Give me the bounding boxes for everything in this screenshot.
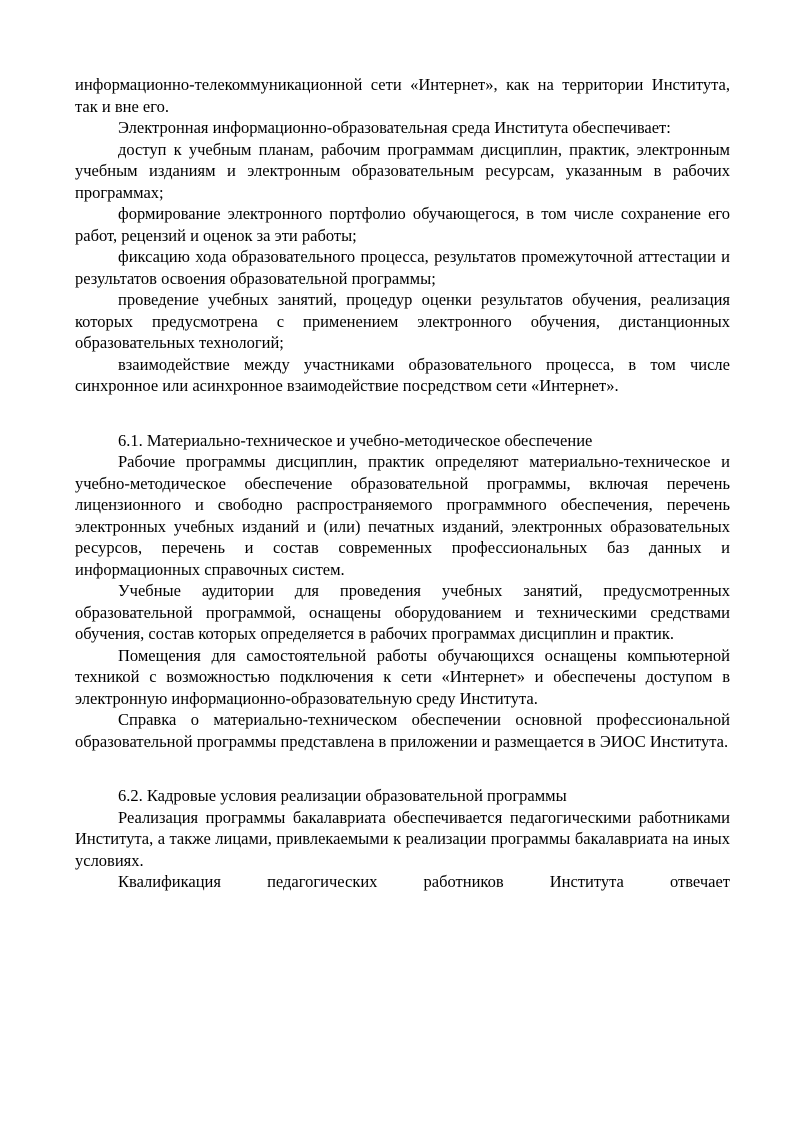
document-body <box>75 74 730 893</box>
section-heading: 6.1. Материально-техническое и учебно-методическое обеспечение <box>118 430 593 450</box>
paragraph: Учебные аудитории для проведения учебных занятий, предусмотренных образовательной программой, оснащены оборудованием и техническими средствами обучения, состав которых определяется в рабочих программах дисциплин и практик. <box>75 581 730 643</box>
paragraph: доступ к учебным планам, рабочим программам дисциплин, практик, электронным учебным изданиям и электронным образовательным ресурсам, указанным в рабочих программах; <box>75 139 730 202</box>
paragraph: Реализация программы бакалавриата обеспечивается педагогическими работниками Института, а также лицами, привлекаемыми к реализации программы бакалавриата на иных условиях. <box>75 807 730 870</box>
paragraph: Квалификация педагогических работников Института отвечает <box>118 872 730 891</box>
paragraph: информационно-телекоммуникационной сети «Интернет», как на территории Института, так и вне его. <box>75 75 730 116</box>
paragraph: Помещения для самостоятельной работы обучающихся оснащены компьютерной техникой с возможностью подключения к сети «Интернет» и обеспечены доступом в электронную информационно-образовательную среду Института. <box>75 645 730 708</box>
section-heading: 6.2. Кадровые условия реализации образовательной программы <box>118 786 567 805</box>
paragraph: фиксацию хода образовательного процесса, результатов промежуточной аттестации и результатов освоения образовательной программы; <box>75 247 730 288</box>
paragraph: Справка о материально-техническом обеспечении основной профессиональной образовательной программы представлена в приложении и размещается в ЭИОС Института. <box>75 710 730 751</box>
paragraph: Электронная информационно-образовательная среда Института обеспечивает: <box>118 118 671 137</box>
paragraph: взаимодействие между участниками образовательного процесса, в том числе синхронное или асинхронное взаимодействие посредством сети «Интернет». <box>75 354 730 395</box>
paragraph: проведение учебных занятий, процедур оценки результатов обучения, реализация которых предусмотрена с применением электронного обучения, дистанционных образовательных технологий; <box>75 290 730 352</box>
paragraph: формирование электронного портфолио обучающегося, в том числе сохранение его работ, рецензий и оценок за эти работы; <box>75 204 730 245</box>
paragraph: Рабочие программы дисциплин, практик определяют материально-техническое и учебно-методическое обеспечение образовательной программы, включая перечень лицензионного и свободно распространяемого программного обеспечения, перечень электронных учебных изданий и (или) печатных изданий, электронных образовательных ресурсов, перечень и состав современных профессиональных баз данных и информационных справочных систем. <box>75 452 730 579</box>
